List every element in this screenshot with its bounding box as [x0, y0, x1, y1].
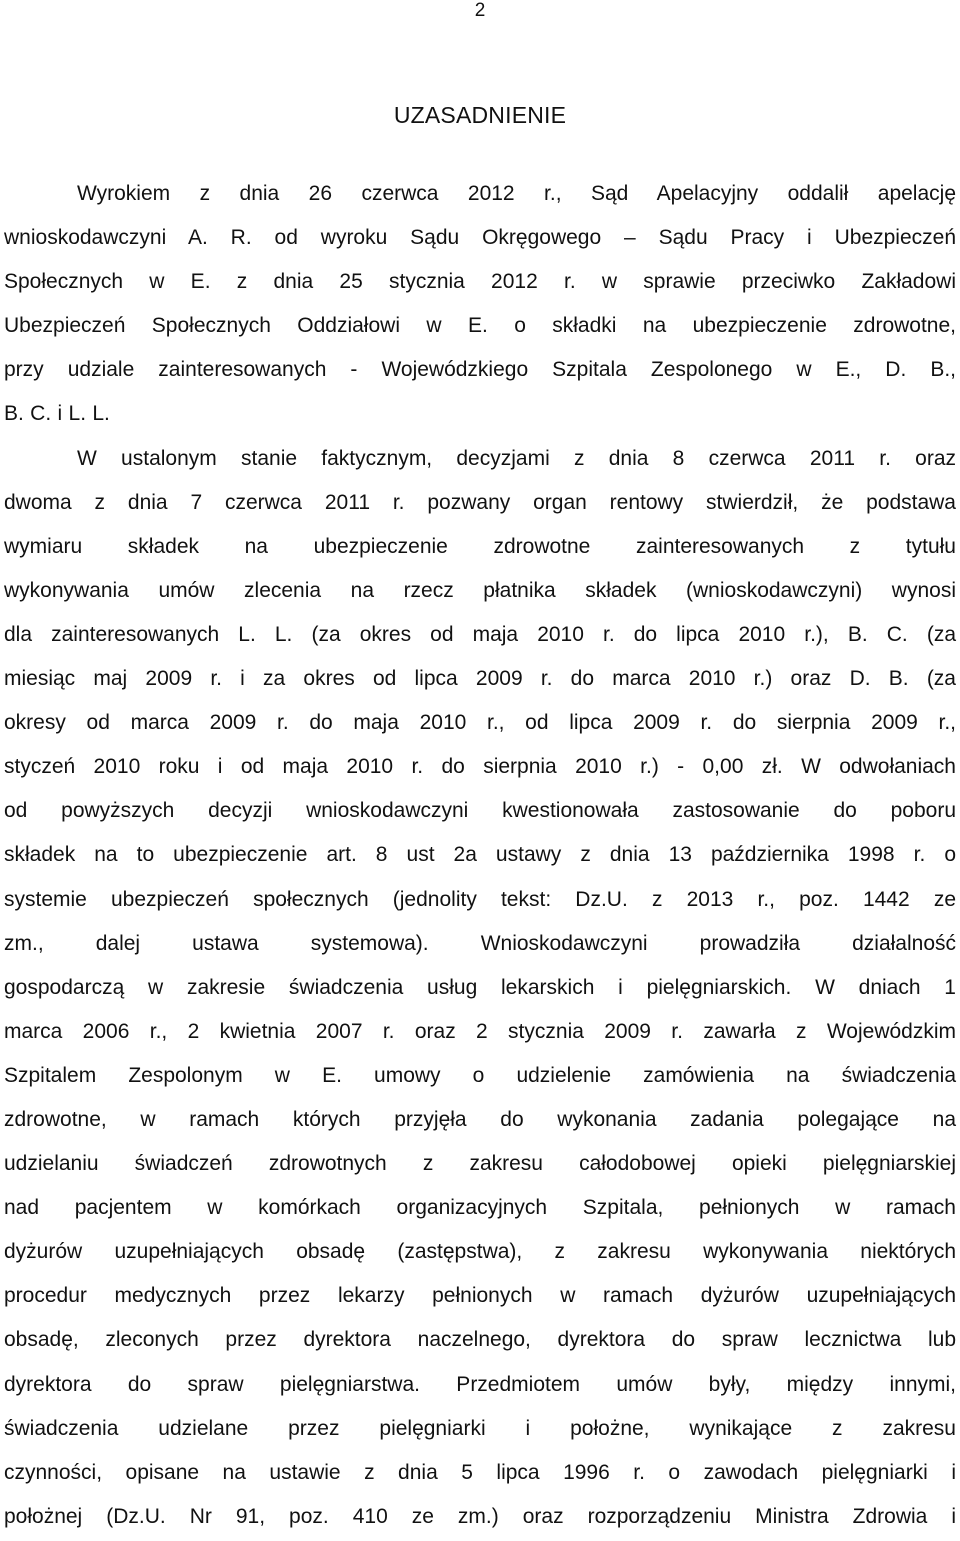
text-line: Społecznych w E. z dnia 25 stycznia 2012 r. w sprawie przeciwko Zakładowi: [4, 270, 956, 294]
text-line: nad pacjentem w komórkach organizacyjnych Szpitala, pełnionych w ramach: [4, 1196, 956, 1220]
text-line: gospodarczą w zakresie świadczenia usług lekarskich i pielęgniarskich. W dniach 1: [4, 975, 956, 999]
text-line: dwoma z dnia 7 czerwca 2011 r. pozwany organ rentowy stwierdził, że podstawa: [4, 490, 956, 514]
text-line: miesiąc maj 2009 r. i za okres od lipca 2009 r. do marca 2010 r.) oraz D. B. (za: [4, 667, 956, 691]
text-line: wymiaru składek na ubezpieczenie zdrowotne zainteresowanych z tytułu: [4, 534, 956, 558]
text-line: składek na to ubezpieczenie art. 8 ust 2a ustawy z dnia 13 października 1998 r. o: [4, 843, 956, 867]
text-line: dyżurów uzupełniających obsadę (zastępstwa), z zakresu wykonywania niektórych: [4, 1240, 956, 1264]
justification-body: [4, 172, 956, 1539]
text-line: położnej (Dz.U. Nr 91, poz. 410 ze zm.) oraz rozporządzeniu Ministra Zdrowia i: [4, 1504, 956, 1528]
text-line: systemie ubezpieczeń społecznych (jednolity tekst: Dz.U. z 2013 r., poz. 1442 ze: [4, 887, 956, 911]
text-line: udzielaniu świadczeń zdrowotnych z zakresu całodobowej opieki pielęgniarskiej: [4, 1152, 956, 1176]
text-line: W ustalonym stanie faktycznym, decyzjami z dnia 8 czerwca 2011 r. oraz: [77, 446, 956, 470]
text-line: B. C. i L. L.: [4, 402, 110, 426]
text-line: marca 2006 r., 2 kwietnia 2007 r. oraz 2 stycznia 2009 r. zawarła z Wojewódzkim: [4, 1019, 956, 1043]
page-number: 2: [474, 0, 486, 21]
text-line: wykonywania umów zlecenia na rzecz płatnika składek (wnioskodawczyni) wynosi: [4, 578, 956, 602]
text-line: Ubezpieczeń Społecznych Oddziałowi w E. o składki na ubezpieczenie zdrowotne,: [4, 314, 956, 338]
document-heading: UZASADNIENIE: [393, 102, 567, 128]
text-line: procedur medycznych przez lekarzy pełnionych w ramach dyżurów uzupełniających: [4, 1284, 956, 1308]
text-line: od powyższych decyzji wnioskodawczyni kwestionowała zastosowanie do poboru: [4, 799, 956, 823]
text-line: zdrowotne, w ramach których przyjęła do wykonania zadania polegające na: [4, 1107, 956, 1131]
text-line: dyrektora do spraw pielęgniarstwa. Przedmiotem umów były, między innymi,: [4, 1372, 956, 1396]
text-line: obsadę, zleconych przez dyrektora naczelnego, dyrektora do spraw lecznictwa lub: [4, 1328, 956, 1352]
text-line: styczeń 2010 roku i od maja 2010 r. do sierpnia 2010 r.) - 0,00 zł. W odwołaniach: [4, 755, 956, 779]
text-line: Wyrokiem z dnia 26 czerwca 2012 r., Sąd Apelacyjny oddalił apelację: [77, 182, 956, 205]
text-line: czynności, opisane na ustawie z dnia 5 lipca 1996 r. o zawodach pielęgniarki i: [4, 1460, 956, 1484]
text-line: dla zainteresowanych L. L. (za okres od maja 2010 r. do lipca 2010 r.), B. C. (za: [4, 622, 956, 646]
text-line: wnioskodawczyni A. R. od wyroku Sądu Okręgowego – Sądu Pracy i Ubezpieczeń: [4, 226, 956, 250]
text-line: zm., dalej ustawa systemowa). Wnioskodawczyni prowadziła działalność: [4, 931, 956, 955]
text-line: przy udziale zainteresowanych - Wojewódzkiego Szpitala Zespolonego w E., D. B.,: [4, 358, 956, 382]
text-line: Szpitalem Zespolonym w E. umowy o udzielenie zamówienia na świadczenia: [4, 1063, 956, 1087]
text-line: świadczenia udzielane przez pielęgniarki i położne, wynikające z zakresu: [4, 1416, 956, 1440]
text-line: okresy od marca 2009 r. do maja 2010 r., od lipca 2009 r. do sierpnia 2009 r.,: [4, 711, 956, 735]
